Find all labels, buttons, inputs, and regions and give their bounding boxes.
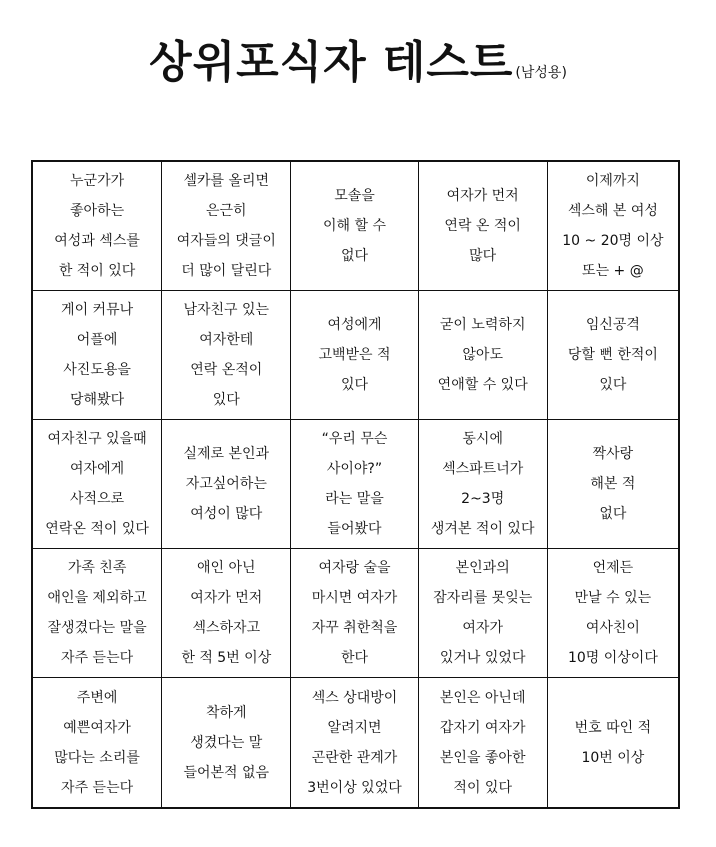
grid-cell-r3-c4	[419, 420, 548, 549]
cell-text: 섹스 상대방이 알려지면 곤란한 관계가 3번이상 있었다	[307, 689, 402, 796]
grid-cell-r2-c2	[162, 291, 291, 420]
grid-cell-r3-c2	[162, 420, 291, 549]
cell-text: 셀카를 올리면 은근히 여자들의 댓글이 더 많이 달린다	[176, 173, 276, 279]
grid-cell-r1-c4	[419, 162, 548, 291]
cell-text: 게이 커뮤나 어플에 사진도용을 당해봤다	[61, 302, 134, 408]
cell-text: 실제로 본인과 자고싶어하는 여성이 많다	[183, 446, 270, 522]
grid-cell-r4-c4	[419, 549, 548, 678]
grid-cell-r5-c4	[419, 678, 548, 807]
grid-cell-r4-c1	[33, 549, 162, 678]
grid-cell-r4-c5	[548, 549, 678, 678]
cell-text: 굳이 노력하지 않아도 연애할 수 있다	[437, 317, 528, 393]
cell-text: 여자친구 있을때 여자에게 사적으로 연락온 적이 있다	[45, 431, 149, 537]
cell-text: “우리 무슨 사이야?” 라는 말을 들어봤다	[321, 431, 388, 537]
cell-text: 본인과의 잠자리를 못잊는 여자가 있거나 있었다	[433, 560, 533, 666]
page-title	[0, 26, 716, 90]
grid-cell-r5-c5	[548, 678, 678, 807]
cell-text: 이제까지 섹스해 본 여성 10 ~ 20명 이상 또는 + @	[562, 173, 664, 279]
cell-text: 여자랑 술을 마시면 여자가 자꾸 취한척을 한다	[311, 560, 398, 666]
grid-cell-r1-c1	[33, 162, 162, 291]
cell-text: 동시에 섹스파트너가 2~3명 생겨본 적이 있다	[430, 431, 535, 537]
cell-text: 번호 따인 적 10번 이상	[574, 719, 652, 766]
grid-cell-r1-c3	[291, 162, 418, 291]
grid-cell-r3-c3	[291, 420, 418, 549]
grid-cell-r4-c3	[291, 549, 418, 678]
grid-cell-r2-c4	[419, 291, 548, 420]
grid-cell-r2-c1	[33, 291, 162, 420]
cell-text: 남자친구 있는 여자한테 연락 온적이 있다	[183, 302, 270, 408]
grid-cell-r2-c5	[548, 291, 678, 420]
cell-text: 주변에 예쁜여자가 많다는 소리를 자주 듣는다	[54, 689, 140, 796]
grid-cell-r1-c5	[548, 162, 678, 291]
grid-cell-r5-c1	[33, 678, 162, 807]
cell-text: 가족 친족 애인을 제외하고 잘생겼다는 말을 자주 듣는다	[47, 560, 147, 666]
cell-text: 여성에게 고백받은 적 있다	[318, 317, 391, 393]
bingo-grid	[31, 160, 680, 809]
grid-cell-r3-c1	[33, 420, 162, 549]
grid-cell-r2-c3	[291, 291, 418, 420]
grid-cell-r5-c3	[291, 678, 418, 807]
cell-text: 애인 아닌 여자가 먼저 섹스하자고 한 적 5번 이상	[181, 560, 272, 666]
cell-text: 착하게 생겼다는 말 들어본적 없음	[183, 704, 270, 781]
cell-text: 임신공격 당할 뻔 한적이 있다	[567, 317, 658, 393]
grid-cell-r5-c2	[162, 678, 291, 807]
grid-cell-r4-c2	[162, 549, 291, 678]
cell-text: 본인은 아닌데 갑자기 여자가 본인을 좋아한 적이 있다	[439, 689, 526, 796]
cell-text: 여자가 먼저 연락 온 적이 많다	[444, 188, 521, 264]
cell-text: 언제든 만날 수 있는 여사친이 10명 이상이다	[567, 560, 658, 666]
grid-cell-r1-c2	[162, 162, 291, 291]
cell-text: 모솔을 이해 할 수 없다	[322, 188, 386, 264]
title-subtitle: (남성용)	[515, 65, 567, 81]
cell-text: 짝사랑 해본 적 없다	[590, 446, 636, 522]
title-main: 상위포식자 테스트	[149, 37, 514, 88]
cell-text: 누군가가 좋아하는 여성과 섹스를 한 적이 있다	[54, 173, 140, 279]
grid-cell-r3-c5	[548, 420, 678, 549]
